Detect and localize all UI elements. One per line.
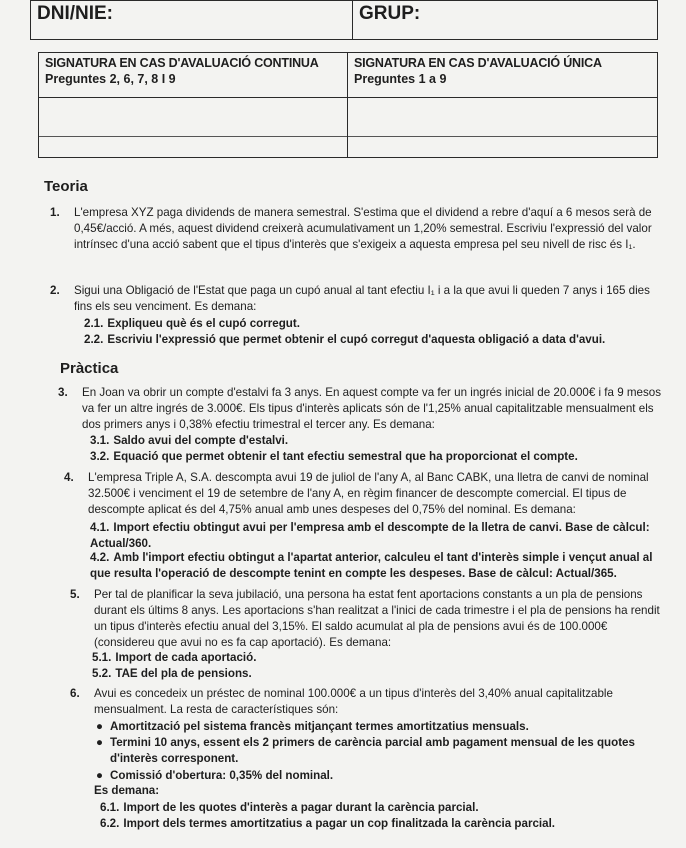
subquestion-6-1: 6.1. Import de les quotes d'interès a pagar durant la carència parcial. [100,801,479,814]
subquestion-5-2: 5.2. TAE del pla de pensions. [92,667,252,680]
subquestion-4-2: 4.2. Amb l'import efectiu obtingut a l'apartat anterior, calculeu el tant d'interès simple i vençut anual al que resulta l'operació de descompte tenint en compte les despeses. Base de càlcul: Actual/365. [90,551,653,580]
dni-field[interactable] [30,0,352,40]
es-demana-label: Es demana: [94,784,160,797]
question-5 [70,587,666,651]
question-number: 2. [50,284,60,297]
question-text: L'empresa XYZ paga dividends de manera semestral. S'estima que el dividend a rebre d'aquí a 6 mesos serà de 0,45€/acció. A més, aquest dividend creixerà acumulativament un 1,20% semestral. Escriviu l'expressió del valor intrínsec d'una acció sabent que el tipus d'interès que s'exigeix a aquesta empresa pel seu nivell de risc és I₁. [74,206,652,251]
question-6 [70,686,666,718]
question-text: Avui es concedeix un préstec de nominal 100.000€ a un tipus d'interès del 3,40% anual capitalitzable mensualment. La resta de característiques són: [94,687,613,716]
subquestion-5-1: 5.1. Import de cada aportació. [92,651,257,664]
bullet-icon: ● [96,736,104,749]
section-practica: Pràctica [60,360,119,377]
student-header [30,0,658,40]
section-teoria: Teoria [44,178,88,195]
question-2 [50,283,660,315]
question-number: 6. [70,687,80,700]
bullet-item: ● Termini 10 anys, essent els 2 primers de carència parcial amb pagament mensual de les quotes d'interès corresponent. [96,736,635,765]
signature-divider [39,136,347,137]
bullet-icon: ● [96,720,104,733]
grup-label: GRUP: [359,3,421,24]
signature-single[interactable] [348,53,657,157]
dni-label: DNI/NIE: [37,3,113,24]
question-4 [64,470,664,518]
question-1 [50,205,660,253]
signature-table [38,52,658,158]
subquestion-6-2: 6.2. Import dels termes amortitzatius a pagar un cop finalitzada la carència parcial. [100,817,556,830]
question-text: Per tal de planificar la seva jubilació, una persona ha estat fent aportacions constants a un pla de pensions durant els últims 8 anys. Les aportacions s'han realitzat a l'inici de cada trimestre i el pla de pensions ha rendit un tipus d'interès efectiu anual del 3,15%. El saldo acumulat al pla de pensions avui és de 100.000€ (considereu que avui no es fa cap aportació). Es demana: [94,588,660,649]
subquestion-4-1: 4.1. Import efectiu obtingut avui per l'empresa amb el descompte de la lletra de canvi. Base de càlcul: Actual/360. [90,521,650,550]
bullet-item: ● Comissió d'obertura: 0,35% del nominal. [96,769,334,782]
subquestion-2-2: 2.2. Escriviu l'expressió que permet obtenir el cupó corregut d'aquesta obligació a data d'avui. [84,333,606,346]
grup-field[interactable] [352,0,658,40]
question-text: Sigui una Obligació de l'Estat que paga un cupó anual al tant efectiu I₁ i a la que avui li queden 7 anys i 165 dies fins els seu venciment. Es demana: [74,284,650,313]
signature-continuous-title: SIGNATURA EN CAS D'AVALUACIÓ CONTINUA [45,56,319,70]
bullet-item: ● Amortització pel sistema francès mitjançant termes amortitzatius mensuals. [96,720,529,733]
signature-single-questions: Preguntes 1 a 9 [354,72,447,86]
subquestion-2-1: 2.1. Expliqueu què és el cupó corregut. [84,317,300,330]
signature-continuous-questions: Preguntes 2, 6, 7, 8 I 9 [45,72,176,86]
question-text: En Joan va obrir un compte d'estalvi fa 3 anys. En aquest compte va fer un ingrés inicial de 20.000€ i fa 9 mesos va fer un altre ingrés de 3.000€. Els tipus d'interès aplicats són de l'1,25% anual capitalitzable mensualment els dos primers anys i 0,38% efectiu trimestral el tercer any. Es demana: [82,386,662,431]
bullet-icon: ● [96,769,104,782]
question-number: 4. [64,471,74,484]
question-number: 5. [70,588,80,601]
question-number: 1. [50,206,60,219]
signature-single-title: SIGNATURA EN CAS D'AVALUACIÓ ÚNICA [354,56,602,70]
subquestion-3-2: 3.2. Equació que permet obtenir el tant efectiu semestral que ha proporcionat el compte. [90,450,578,463]
signature-divider [348,136,657,137]
question-3 [58,385,662,433]
question-text: L'empresa Triple A, S.A. descompta avui 19 de juliol de l'any A, al Banc CABK, una lletra de canvi de nominal 32.500€ i venciment el 19 de setembre de l'any A, en règim financer de descompte comercial. El tipus de descompte aplicat és del 4,75% anual amb unes despeses del 0,75% del nominal. Es demana: [88,471,649,516]
question-number: 3. [58,386,68,399]
subquestion-3-1: 3.1. Saldo avui del compte d'estalvi. [90,434,289,447]
signature-continuous[interactable] [39,53,348,157]
